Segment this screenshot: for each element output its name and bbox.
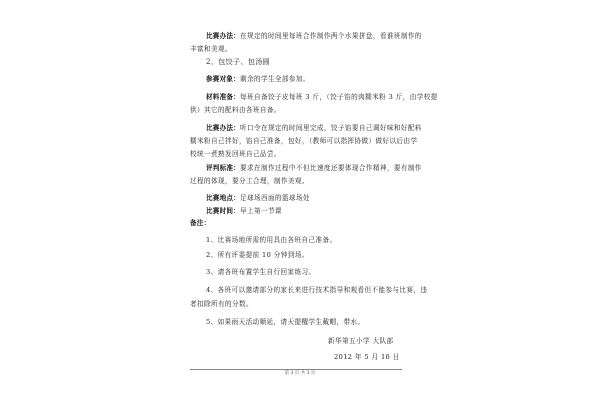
venue-line [206,194,310,203]
signature-org: 新华第五小学 大队部 [328,337,394,345]
criteria-line2: 过程的体现，要分工合理，制作美观。 [190,177,309,185]
contest2-method-line2: 糯米粉自己拌好，馅自己准备，包好，（教师可以指挥协做）做好以后由学 [190,137,418,145]
criteria-label: 评判标准： [206,164,240,172]
note-2: 2、所有评委提前 10 分钟到场。 [206,251,309,259]
contest2-method-label: 比赛办法： [206,124,240,132]
note-5: 5、如果雨天活动顺延，请天提醒学生戴帽，带水。 [206,318,365,326]
venue-text: 足球场西面的篮球场处 [239,194,310,202]
contest1-method-label: 比赛办法： [206,32,240,40]
venue-label: 比赛地点： [206,194,240,202]
materials-line1 [206,93,438,102]
time-label: 比赛时间： [206,207,240,215]
footer-divider [190,369,402,370]
participants-line [206,75,310,84]
contest1-method-line1 [206,32,422,41]
page-number: 第 3 页 共 3 页 [284,371,316,376]
criteria-text-line1: 要求在制作过程中不但比速度还要体现合作精神，要有制作 [239,164,422,172]
contest2-method-text-line1: 听口令在规定的时间里完成，饺子馅要自己调好味和好配料 [239,124,422,132]
signature-date: 2012 年 5 月 16 日 [334,353,400,361]
materials-line2: 供）其它的配料由各班自备。 [190,106,281,114]
materials-text-line1: 每班自备饺子皮每班 3 斤，（饺子馅的肉糯米粉 3 斤，由学校提 [239,93,438,101]
participants-text: 剩余的学生全部参加。 [239,75,310,83]
contest1-method-line2: 丰富和美观。 [190,45,232,53]
contest2-method-line1 [206,124,422,133]
criteria-line1 [206,164,422,173]
time-line [206,207,282,216]
notes-title: 备注： [190,219,211,227]
note-3: 3、请各班布置学生自行回家练习。 [206,268,316,276]
contest1-method-text-line1: 在规定的时间里每班合作制作两个水果拼盘，看谁班制作的 [239,32,422,40]
materials-label: 材料准备： [206,93,240,101]
time-text: 早上第一节课 [239,207,282,215]
note-4: 4、各班可以邀请部分的家长来进行技术指导和观看但不能参与比赛，违 [206,286,428,294]
participants-label: 参赛对象： [206,75,240,83]
item2-title: 2、包饺子、包汤圆 [206,58,271,66]
note-1: 1、比赛场地所需的用具由各班自己准备。 [206,236,337,244]
note-4-continued: 者扣除所有的分数。 [190,300,253,308]
contest2-method-line3: 校统一煮熟发回班自己品尝。 [190,150,281,158]
